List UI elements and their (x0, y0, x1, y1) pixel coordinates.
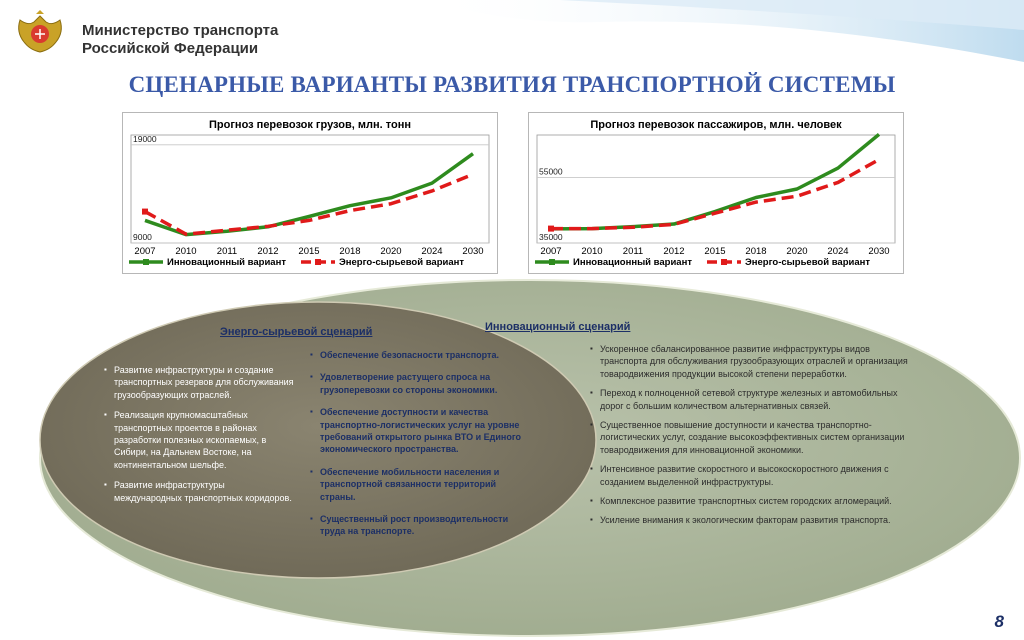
passenger-chart (529, 113, 903, 273)
plot-area (131, 135, 489, 243)
energy-scenario-heading: Энерго-сырьевой сценарий (220, 326, 373, 338)
innovation-item: ▪ Комплексное развитие транспортных систем городских агломераций. (590, 495, 910, 507)
ministry-name (82, 22, 278, 58)
y-tick-label: 35000 (539, 232, 563, 242)
x-tick-label: 2024 (827, 246, 849, 257)
innovation-item: ▪ Существенное повышение доступности и качества транспортно-логистических услуг, создание высокоэффективных систем организации товародвижения для инновационной экономики. (590, 419, 910, 456)
innovation-item: ▪ Переход к полноценной сетевой структуре железных и автомобильных дорог с большим количеством альтернативных связей. (590, 387, 910, 412)
plot-area (537, 135, 895, 243)
x-tick-label: 2011 (216, 246, 238, 257)
x-tick-label: 2015 (298, 246, 320, 257)
x-tick-label: 2012 (257, 246, 279, 257)
legend-marker (549, 259, 555, 265)
series-line (145, 174, 473, 234)
x-tick-label: 2007 (540, 246, 562, 257)
legend-marker (143, 259, 149, 265)
common-item: ▪ Удовлетворение растущего спроса на грузоперевозки со стороны экономики. (310, 371, 528, 396)
emblem-icon (19, 10, 62, 52)
legend-marker (315, 259, 321, 265)
common-item: ▪ Обеспечение доступности и качества транспортно-логистических услуг на уровне требований открытого рынка ВТО и Единого экономического пространства. (310, 406, 528, 456)
energy-item: ▪ Реализация крупномасштабных транспортных проектов в районах разработки полезных ископаемых, в Сибири, на Дальнем Востоке, на континентальном шельфе. (104, 409, 294, 471)
y-tick-label: 55000 (539, 166, 563, 177)
page-title: СЦЕНАРНЫЕ ВАРИАНТЫ РАЗВИТИЯ ТРАНСПОРТНОЙ СИСТЕМЫ (128, 72, 896, 97)
innovation-list (590, 343, 910, 534)
cargo-chart (123, 113, 497, 273)
x-tick-label: 2010 (581, 246, 603, 257)
x-tick-label: 2011 (622, 246, 644, 257)
legend-marker (721, 259, 727, 265)
x-tick-label: 2018 (745, 246, 767, 257)
innovation-item: ▪ Ускоренное сбалансированное развитие инфраструктуры видов транспорта для обслуживания грузообразующих отраслей и организация товародвижения продукции высокой степени переработки. (590, 343, 910, 380)
legend-label: Инновационный вариант (573, 257, 692, 268)
series-line (551, 160, 879, 229)
chart-title: Прогноз перевозок пассажиров, млн. человек (590, 119, 842, 131)
x-tick-label: 2024 (421, 246, 443, 257)
x-tick-label: 2020 (786, 246, 808, 257)
x-tick-label: 2007 (134, 246, 156, 257)
common-goals-list (310, 349, 528, 548)
legend-label: Инновационный вариант (167, 257, 286, 268)
ministry-line-1: Министерство транспорта (82, 22, 279, 39)
x-tick-label: 2012 (663, 246, 685, 257)
ministry-line-2: Российской Федерации (82, 40, 259, 57)
passenger-chart-panel (528, 112, 904, 274)
x-tick-label: 2015 (704, 246, 726, 257)
innovation-item: ▪ Интенсивное развитие скоростного и высокоскоростного движения с созданием выделенной инфраструктуры. (590, 463, 910, 488)
data-point (142, 209, 148, 215)
energy-specific-list (104, 364, 294, 512)
x-tick-label: 2010 (175, 246, 197, 257)
innovation-item: ▪ Усиление внимания к экологическим факторам развития транспорта. (590, 514, 910, 526)
common-item: ▪ Обеспечение мобильности населения и транспортной связанности территорий страны. (310, 466, 528, 503)
legend-label: Энерго-сырьевой вариант (745, 257, 871, 268)
chart-title: Прогноз перевозок грузов, млн. тонн (209, 119, 411, 131)
energy-item: ▪ Развитие инфраструктуры международных транспортных коридоров. (104, 479, 294, 504)
innovation-scenario-heading: Инновационный сценарий (485, 321, 631, 333)
cargo-chart-panel (122, 112, 498, 274)
x-tick-label: 2018 (339, 246, 361, 257)
page-number: 8 (994, 612, 1004, 631)
x-tick-label: 2020 (380, 246, 402, 257)
y-tick-label: 9000 (133, 232, 152, 242)
x-tick-label: 2030 (462, 246, 484, 257)
legend-label: Энерго-сырьевой вариант (339, 257, 465, 268)
common-item: ▪ Обеспечение безопасности транспорта. (310, 349, 528, 361)
y-tick-label: 19000 (133, 133, 157, 144)
x-tick-label: 2030 (868, 246, 890, 257)
energy-item: ▪ Развитие инфраструктуры и создание транспортных резервов для обслуживания грузообразующих отраслей. (104, 364, 294, 401)
common-item: ▪ Существенный рост производительности труда на транспорте. (310, 513, 528, 538)
data-point (548, 226, 554, 232)
